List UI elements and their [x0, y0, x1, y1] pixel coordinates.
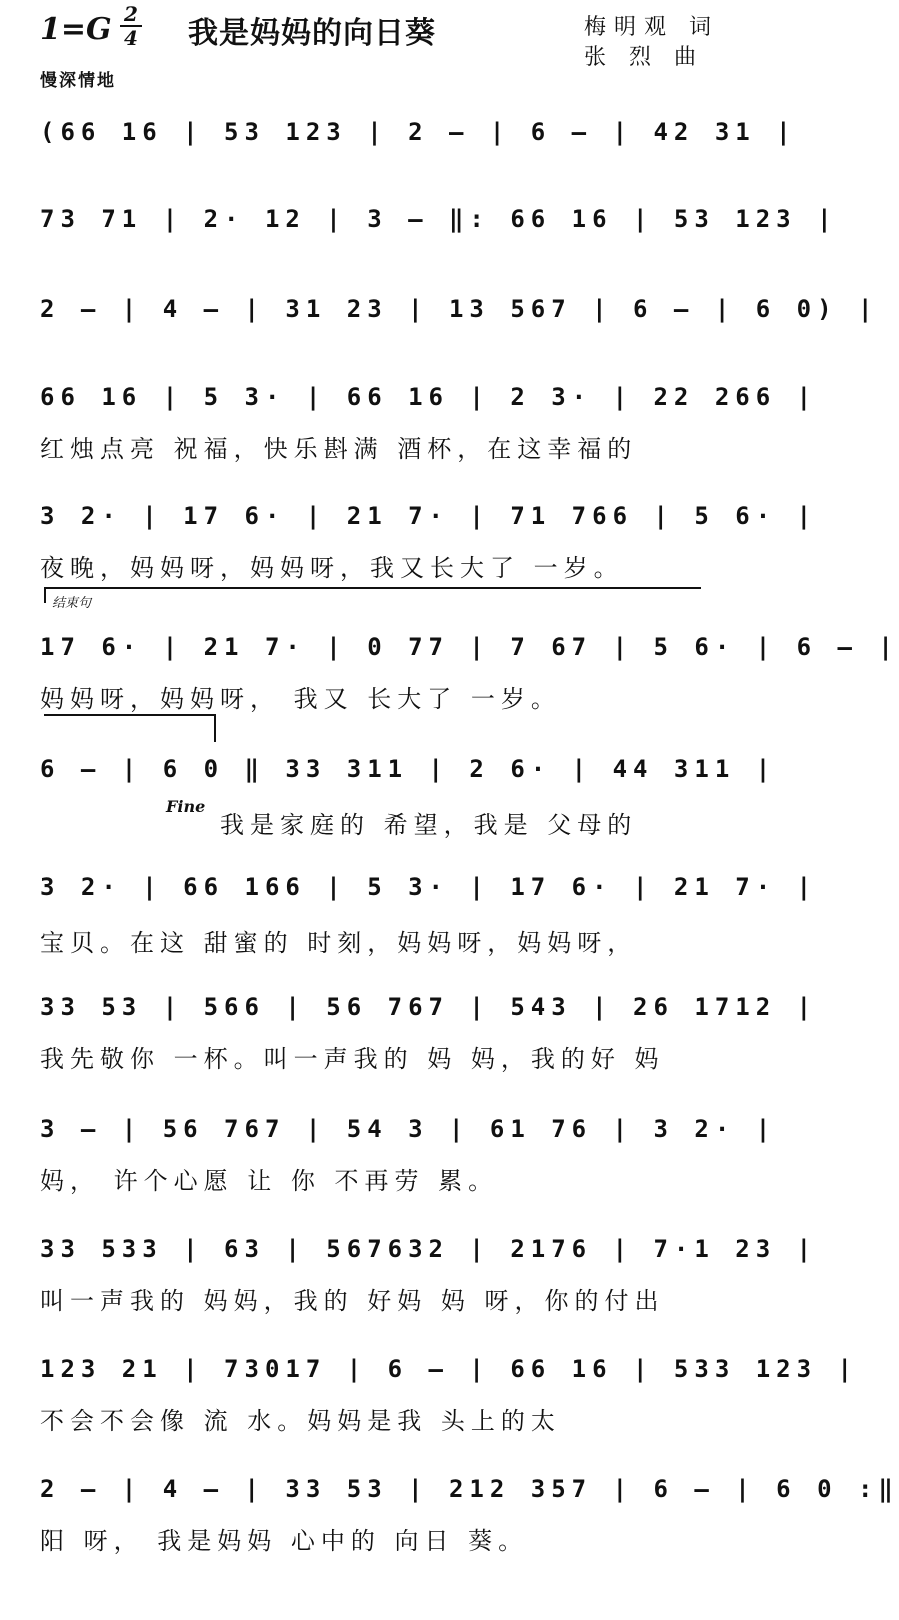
lyrics-line: 不会不会像 流 水。妈妈是我 头上的太: [40, 1407, 561, 1435]
lyrics-line: 我先敬你 一杯。叫一声我的 妈 妈，我的好 妈: [40, 1045, 665, 1073]
ending-bracket: [44, 587, 701, 603]
staff-system: [0, 118, 797, 178]
lyrics-line: 妈妈呀，妈妈呀， 我又 长大了 一岁。: [40, 685, 561, 713]
staff-system: [0, 873, 818, 957]
ending-bracket-close: [214, 714, 216, 742]
composer-credit: 张 烈 曲: [584, 45, 704, 70]
notation-line: 2 – | 4 – | 33 53 | 212 357 | 6 – | 6 0 :‖: [40, 1475, 899, 1503]
notation-line: 33 53 | 566 | 56 767 | 543 | 26 1712 |: [40, 993, 818, 1021]
lyrics-line: 红烛点亮 祝福，快乐斟满 酒杯，在这幸福的: [40, 435, 638, 463]
staff-system: [0, 633, 899, 713]
notation-line: 66 16 | 5 3· | 66 16 | 2 3· | 22 266 |: [40, 383, 818, 411]
lyrics-line: 叫一声我的 妈妈，我的 好妈 妈 呀，你的付出: [40, 1287, 665, 1315]
lyrics-line: 宝贝。在这 甜蜜的 时刻，妈妈呀，妈妈呀，: [40, 929, 638, 957]
staff-system: [0, 1355, 858, 1435]
staff-system: [0, 502, 818, 582]
notation-line: 3 – | 56 767 | 54 3 | 61 76 | 3 2· |: [40, 1115, 777, 1143]
lyricist-credit: 梅明观 词: [584, 15, 719, 40]
notation-line: 6 – | 6 0 ‖ 33 311 | 2 6· | 44 311 |: [40, 755, 777, 783]
title-key-signature: 1=G: [40, 12, 112, 47]
fine-marking: Fine: [166, 797, 206, 816]
notation-line: 33 533 | 63 | 567632 | 2176 | 7·1 23 |: [40, 1235, 818, 1263]
staff-system: [0, 1475, 899, 1555]
notation-line: 2 – | 4 – | 31 23 | 13 567 | 6 – | 6 0) |: [40, 295, 879, 323]
staff-system: [0, 755, 777, 839]
lyrics-line: 夜晚，妈妈呀，妈妈呀，我又长大了 一岁。: [40, 554, 624, 582]
meter-bottom: 4: [124, 26, 138, 50]
lyrics-line: 阳 呀， 我是妈妈 心中的 向日 葵。: [40, 1527, 529, 1555]
staff-system: [0, 1235, 818, 1315]
staff-system: [0, 205, 838, 265]
notation-line: 3 2· | 17 6· | 21 7· | 71 766 | 5 6· |: [40, 502, 818, 530]
notation-line: (66 16 | 53 123 | 2 – | 6 – | 42 31 |: [40, 118, 797, 146]
time-signature: [118, 4, 144, 48]
song-title: 我是妈妈的向日葵: [188, 16, 436, 51]
meter-top: 2: [124, 2, 138, 26]
lyrics-line: 妈， 许个心愿 让 你 不再劳 累。: [40, 1167, 499, 1195]
ending-bracket-close-top: [44, 714, 216, 716]
staff-system: [0, 1115, 777, 1195]
notation-line: 73 71 | 2· 12 | 3 – ‖: 66 16 | 53 123 |: [40, 205, 838, 233]
staff-system: [0, 383, 818, 463]
staff-system: [0, 295, 879, 355]
notation-line: 3 2· | 66 166 | 5 3· | 17 6· | 21 7· |: [40, 873, 818, 901]
tempo-marking: 慢深情地: [40, 71, 116, 91]
ending-label: 结束句: [52, 596, 92, 611]
notation-line: 17 6· | 21 7· | 0 77 | 7 67 | 5 6· | 6 – |: [40, 633, 899, 661]
staff-system: [0, 993, 818, 1073]
lyrics-line: 我是家庭的 希望，我是 父母的: [220, 811, 638, 839]
notation-line: 123 21 | 73017 | 6 – | 66 16 | 533 123 |: [40, 1355, 858, 1383]
